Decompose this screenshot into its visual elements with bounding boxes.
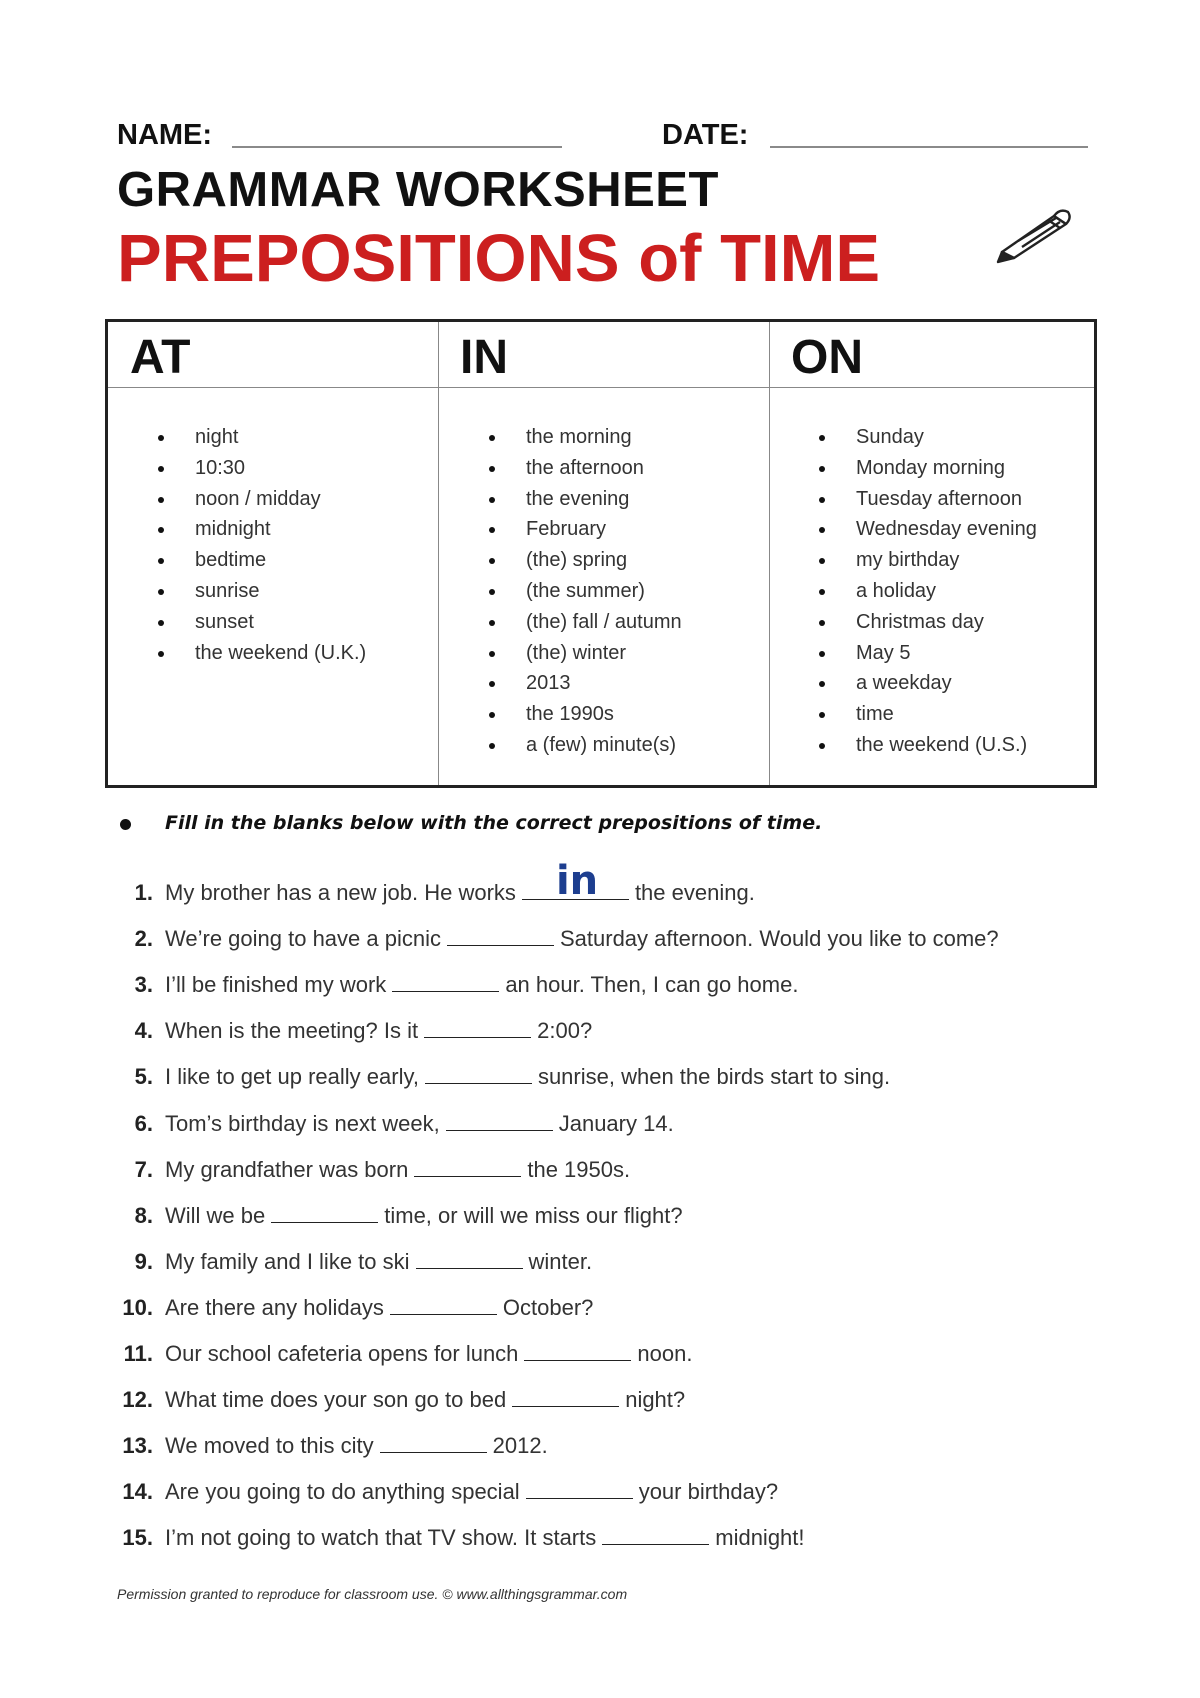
list-item — [819, 730, 1037, 761]
exercise-item — [0, 1476, 1200, 1508]
exercise-sentence — [165, 1200, 683, 1232]
exercise-number: 8. — [134, 1202, 153, 1228]
bullet-icon — [819, 497, 825, 503]
exercise-sentence — [165, 1292, 593, 1324]
bullet-icon — [819, 681, 825, 687]
list-item-label: the weekend (U.K.) — [195, 641, 367, 664]
handwritten-answer: in — [555, 858, 599, 904]
answer-blank[interactable] — [512, 1386, 619, 1407]
name-label: NAME: — [117, 119, 213, 151]
exercise-item — [0, 1154, 1200, 1186]
exercise-sentence — [165, 1476, 778, 1508]
list-item — [158, 607, 366, 638]
list-item — [489, 699, 682, 730]
list-item-label: noon / midday — [195, 487, 321, 510]
list-item — [489, 668, 682, 699]
list-item-label: bedtime — [195, 549, 267, 572]
exercise-sentence — [165, 858, 755, 909]
list-item-label: (the summer) — [526, 579, 645, 602]
exercise-item — [0, 1200, 1200, 1232]
exercise-number: 7. — [134, 1156, 153, 1182]
list-item — [819, 576, 1037, 607]
exercise-number: 4. — [134, 1018, 153, 1044]
exercise-number: 1. — [134, 880, 153, 905]
sentence-before-blank: Our school cafeteria opens for lunch — [165, 1341, 519, 1366]
exercise-sentence — [165, 1338, 692, 1370]
bullet-icon — [819, 466, 825, 472]
sentence-before-blank: Will we be — [165, 1202, 266, 1228]
exercise-number: 14. — [122, 1479, 153, 1505]
exercise-item — [0, 858, 1200, 909]
bullet-icon — [489, 681, 495, 687]
sentence-before-blank: I’ll be finished my work — [165, 972, 387, 998]
header-divider — [108, 387, 1094, 388]
list-item — [489, 607, 682, 638]
sentence-before-blank: When is the meeting? Is it — [165, 1018, 419, 1044]
list-item — [819, 638, 1037, 669]
date-label: DATE: — [662, 119, 749, 151]
list-item — [158, 638, 366, 669]
exercise-sentence — [165, 1384, 685, 1416]
sentence-before-blank: Are you going to do anything special — [165, 1479, 520, 1505]
column-divider — [769, 322, 770, 785]
sentence-after-blank: the 1950s. — [527, 1156, 631, 1182]
sentence-after-blank: Saturday afternoon. Would you like to come? — [559, 926, 999, 952]
bullet-icon — [158, 497, 164, 503]
list-item-label: February — [526, 518, 607, 541]
sentence-before-blank: Are there any holidays — [165, 1294, 384, 1320]
bullet-icon — [158, 651, 164, 657]
answer-blank[interactable] — [271, 1202, 378, 1223]
instruction-bullet — [120, 819, 131, 830]
answer-blank[interactable] — [414, 1156, 521, 1177]
list-item-label: my birthday — [856, 549, 960, 572]
list-item-label: a (few) minute(s) — [526, 733, 677, 756]
sentence-before-blank: My brother has a new job. He works — [165, 880, 516, 905]
answer-blank[interactable] — [524, 1340, 631, 1361]
bullet-icon — [158, 527, 164, 533]
answer-blank[interactable] — [447, 925, 554, 946]
sentence-after-blank: 2012. — [492, 1433, 548, 1459]
list-item-label: the weekend (U.S.) — [856, 733, 1028, 756]
exercise-sentence — [165, 1430, 548, 1462]
sentence-after-blank: noon. — [637, 1341, 693, 1366]
bullet-icon — [489, 743, 495, 749]
exercise-sentence — [165, 969, 798, 1001]
bullet-icon — [819, 620, 825, 626]
list-item — [158, 545, 366, 576]
exercise-item — [0, 1522, 1200, 1554]
answer-blank[interactable] — [425, 1063, 532, 1084]
sentence-before-blank: What time does your son go to bed — [165, 1387, 507, 1413]
instruction-text: Fill in the blanks below with the correct prepositions of time. — [165, 812, 823, 834]
exercise-number: 10. — [122, 1294, 153, 1320]
sentence-before-blank: We’re going to have a picnic — [165, 926, 441, 952]
answer-blank[interactable] — [390, 1294, 497, 1315]
bullet-icon — [489, 558, 495, 564]
list-item — [489, 638, 682, 669]
list-item — [819, 699, 1037, 730]
column-heading-in: IN — [460, 331, 508, 384]
list-item — [819, 453, 1037, 484]
list-item — [819, 607, 1037, 638]
list-item-label: (the) fall / autumn — [526, 610, 682, 633]
list-item-label: May 5 — [856, 641, 911, 664]
answer-blank[interactable] — [446, 1110, 553, 1131]
list-item — [819, 422, 1037, 453]
list-item — [819, 545, 1037, 576]
exercise-number: 3. — [134, 972, 153, 998]
column-divider — [438, 322, 439, 785]
exercise-sentence — [165, 923, 999, 955]
exercise-item — [0, 1430, 1200, 1462]
sentence-before-blank: I’m not going to watch that TV show. It starts — [165, 1525, 597, 1551]
bullet-icon — [819, 712, 825, 718]
worksheet-subtitle: PREPOSITIONS of TIME — [117, 221, 881, 296]
exercise-sentence — [165, 1522, 805, 1554]
exercise-sentence — [165, 1154, 630, 1186]
date-blank-line[interactable] — [770, 146, 1088, 148]
exercise-number: 11. — [123, 1341, 153, 1366]
list-item-label: sunset — [195, 610, 254, 633]
exercise-item — [0, 1108, 1200, 1140]
list-item — [489, 453, 682, 484]
list-item-label: (the) winter — [526, 641, 627, 664]
answer-blank[interactable] — [522, 858, 629, 904]
bullet-icon — [489, 712, 495, 718]
list-item — [489, 484, 682, 515]
sentence-after-blank: 2:00? — [537, 1018, 593, 1044]
list-item — [158, 453, 366, 484]
exercise-number: 15. — [122, 1525, 153, 1551]
list-item-label: time — [856, 703, 894, 726]
sentence-after-blank: sunrise, when the birds start to sing. — [537, 1064, 891, 1090]
list-item — [489, 545, 682, 576]
bullet-icon — [489, 651, 495, 657]
bullet-icon — [819, 435, 825, 441]
answer-blank[interactable] — [602, 1524, 709, 1545]
answer-blank[interactable] — [424, 1017, 531, 1038]
column-heading-at: AT — [130, 331, 191, 384]
exercise-sentence — [165, 1108, 674, 1140]
list-item-label: Wednesday evening — [856, 518, 1037, 541]
bullet-icon — [489, 466, 495, 472]
answer-blank[interactable] — [416, 1248, 523, 1269]
exercise-item — [0, 1061, 1200, 1093]
bullet-icon — [819, 651, 825, 657]
list-item-label: the evening — [526, 487, 630, 510]
sentence-after-blank: midnight! — [715, 1525, 805, 1551]
exercise-item — [0, 1292, 1200, 1324]
in-column-list — [489, 422, 682, 761]
list-item-label: Sunday — [856, 426, 924, 448]
exercise-number: 9. — [134, 1248, 153, 1274]
bullet-icon — [158, 589, 164, 595]
name-blank-line[interactable] — [232, 146, 562, 148]
exercise-number: 12. — [122, 1387, 153, 1413]
bullet-icon — [489, 589, 495, 595]
sentence-before-blank: My family and I like to ski — [165, 1248, 410, 1274]
list-item-label: 2013 — [526, 672, 571, 695]
list-item — [489, 730, 682, 761]
list-item — [819, 668, 1037, 699]
sentence-after-blank: your birthday? — [638, 1479, 779, 1505]
bullet-icon — [158, 466, 164, 472]
list-item-label: 10:30 — [195, 456, 246, 479]
bullet-icon — [489, 620, 495, 626]
sentence-after-blank: time, or will we miss our flight? — [384, 1202, 683, 1228]
list-item-label: midnight — [195, 518, 271, 541]
answer-blank[interactable] — [392, 971, 499, 992]
list-item-label: the afternoon — [526, 456, 644, 479]
list-item-label: Tuesday afternoon — [856, 487, 1023, 510]
list-item-label: the morning — [526, 426, 632, 448]
sentence-before-blank: My grandfather was born — [165, 1156, 409, 1182]
bullet-icon — [158, 558, 164, 564]
answer-blank[interactable] — [380, 1432, 487, 1453]
bullet-icon — [819, 743, 825, 749]
sentence-after-blank: an hour. Then, I can go home. — [505, 972, 799, 998]
sentence-after-blank: October? — [502, 1294, 594, 1320]
list-item — [819, 514, 1037, 545]
list-item-label: night — [195, 426, 239, 448]
list-item-label: the 1990s — [526, 703, 614, 726]
bullet-icon — [489, 527, 495, 533]
sentence-after-blank: winter. — [528, 1248, 593, 1274]
exercise-item — [0, 1015, 1200, 1047]
on-column-list — [819, 422, 1037, 761]
list-item — [819, 484, 1037, 515]
bullet-icon — [819, 589, 825, 595]
exercise-number: 2. — [134, 926, 153, 952]
list-item — [158, 484, 366, 515]
bullet-icon — [819, 527, 825, 533]
list-item — [158, 514, 366, 545]
answer-blank[interactable] — [526, 1478, 633, 1499]
exercise-item — [0, 1384, 1200, 1416]
list-item-label: Monday morning — [856, 456, 1005, 479]
sentence-before-blank: Tom’s birthday is next week, — [165, 1110, 440, 1136]
list-item — [489, 576, 682, 607]
exercise-number: 5. — [134, 1064, 153, 1090]
prepositions-reference-table — [105, 319, 1097, 788]
sentence-before-blank: We moved to this city — [165, 1433, 374, 1459]
exercise-sentence — [165, 1015, 592, 1047]
bullet-icon — [819, 558, 825, 564]
list-item — [158, 576, 366, 607]
list-item-label: (the) spring — [526, 549, 628, 572]
exercise-item — [0, 923, 1200, 955]
exercise-item — [0, 1338, 1200, 1370]
sentence-after-blank: January 14. — [558, 1110, 674, 1136]
bullet-icon — [489, 435, 495, 441]
bullet-icon — [158, 435, 164, 441]
list-item — [158, 422, 366, 453]
exercise-item — [0, 969, 1200, 1001]
sentence-after-blank: the evening. — [634, 880, 755, 905]
bullet-icon — [489, 497, 495, 503]
sentence-before-blank: I like to get up really early, — [165, 1064, 419, 1090]
exercise-number: 6. — [134, 1110, 153, 1136]
exercise-item — [0, 1246, 1200, 1278]
column-heading-on: ON — [791, 331, 863, 384]
footer-permission: Permission granted to reproduce for classroom use. © www.allthingsgrammar.com — [117, 1586, 628, 1602]
exercise-sentence — [165, 1061, 890, 1093]
list-item-label: a weekday — [856, 672, 952, 695]
pencil-icon — [996, 200, 1076, 264]
list-item-label: Christmas day — [856, 610, 984, 633]
sentence-after-blank: night? — [625, 1387, 686, 1413]
exercise-number: 13. — [122, 1433, 153, 1459]
list-item — [489, 422, 682, 453]
exercise-sentence — [165, 1246, 592, 1278]
worksheet-title: GRAMMAR WORKSHEET — [117, 163, 719, 217]
list-item-label: sunrise — [195, 579, 260, 602]
bullet-icon — [158, 620, 164, 626]
list-item — [489, 514, 682, 545]
list-item-label: a holiday — [856, 579, 937, 602]
at-column-list — [158, 422, 366, 668]
